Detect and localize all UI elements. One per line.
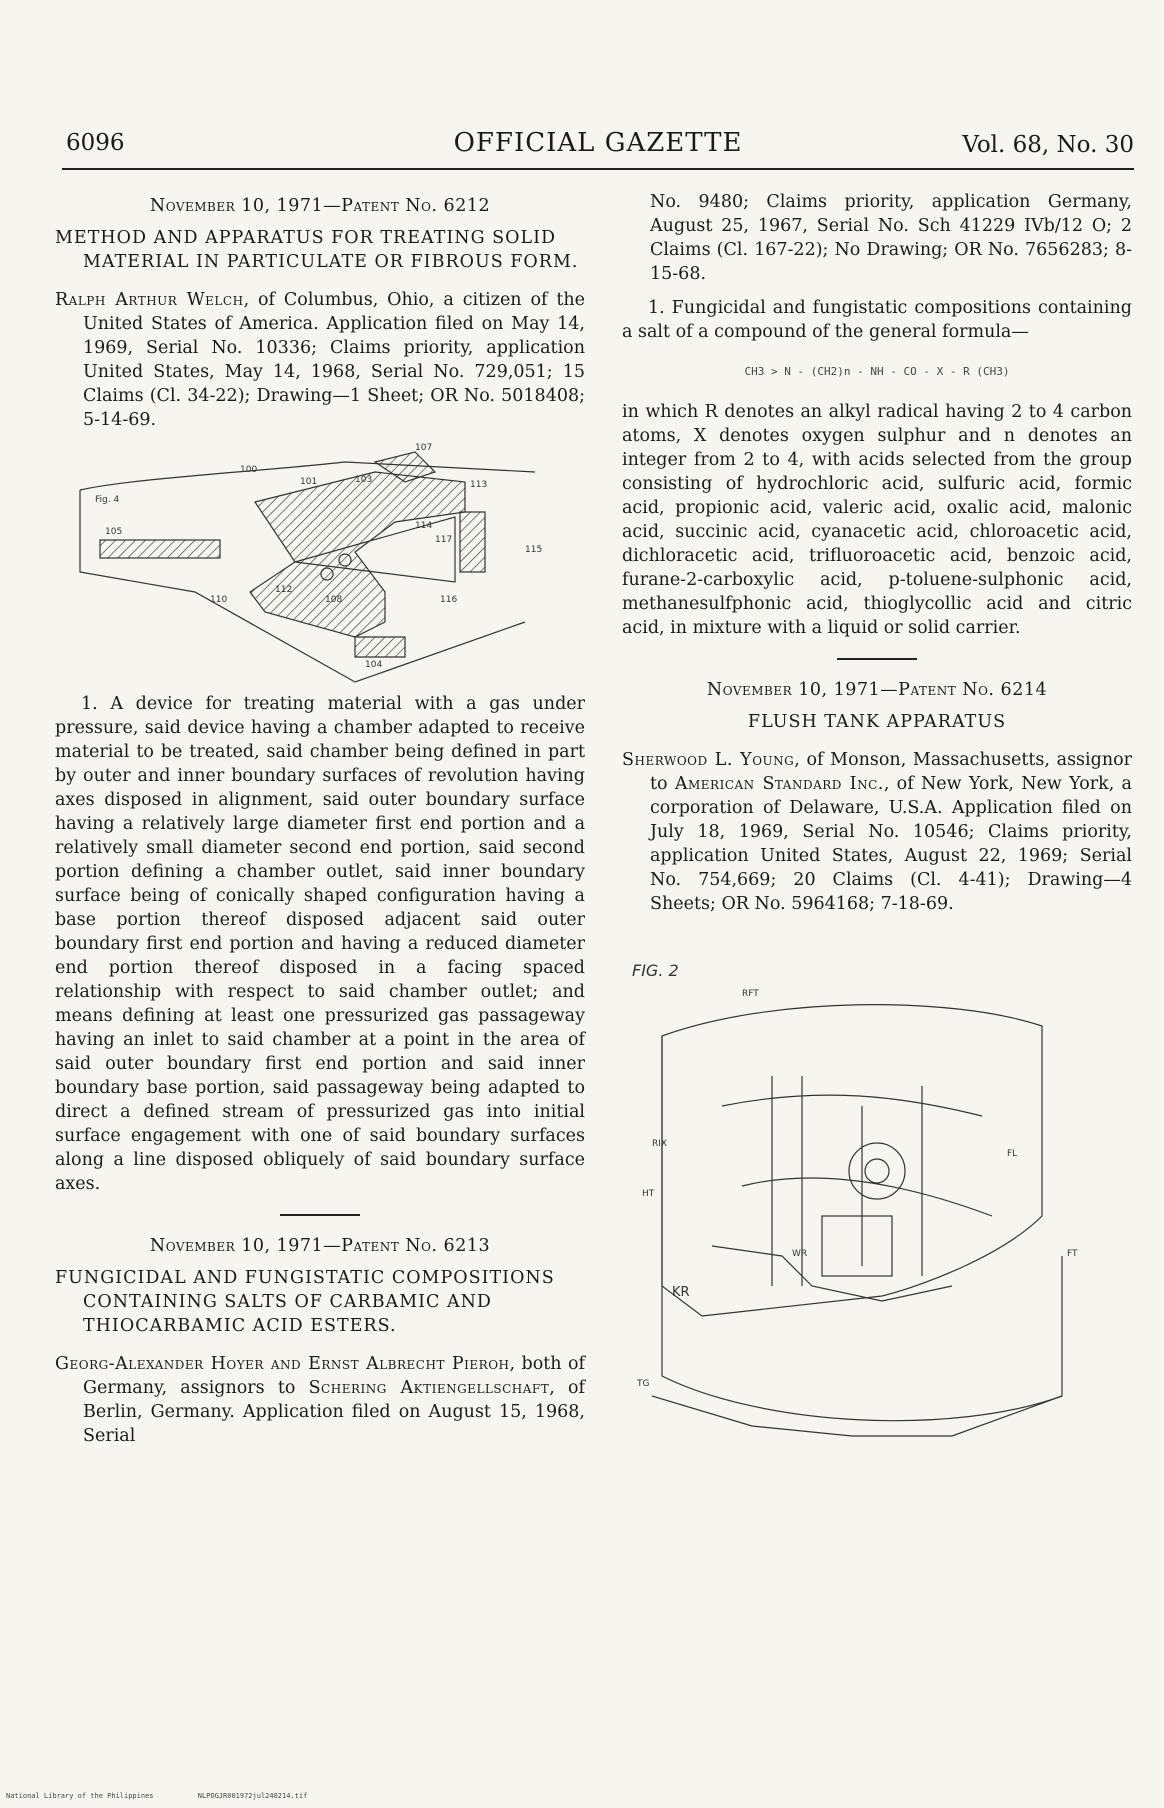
chemical-formula: CH3 > N - (CH2)n - NH - CO - X - R (CH3) — [744, 365, 1010, 378]
patent-6212-figure — [55, 442, 575, 692]
fig2-ref-wr: WR — [792, 1249, 808, 1259]
figure-2-label: FIG. 2 — [632, 961, 679, 980]
header-rule — [62, 168, 1134, 170]
footer-file: NLPOGJR001972jul240214.tif — [197, 1792, 308, 1800]
fig2-ref-fl: FL — [1007, 1149, 1018, 1159]
patent-6212-inventor: Ralph Arthur Welch — [55, 290, 244, 310]
patent-6213-claim-intro: 1. Fungicidal and fungistatic compositions containing a salt of a compound of the general formula— — [622, 298, 1132, 342]
fig4-ref-113: 113 — [470, 480, 488, 490]
patent-6212-date: November 10, 1971—Patent No. 6212 — [149, 196, 491, 216]
patent-6213-byline-end: , of Berlin, Germany. Application filed on August 15, 1968, Serial — [83, 1378, 585, 1446]
patent-6214-inventor: Sherwood L. Young — [622, 750, 795, 770]
right-column — [622, 190, 1132, 1456]
page-header — [62, 118, 1134, 162]
patent-6212-title: METHOD AND APPARATUS FOR TREATING SOLID MATERIAL IN PARTICULATE OR FIBROUS FORM. — [55, 228, 579, 272]
fig4-ref-114: 114 — [415, 521, 433, 531]
patent-6213-assignee: Schering Aktiengellschaft — [308, 1378, 550, 1398]
scan-footer — [6, 1792, 347, 1800]
publication-title: OFFICIAL GAZETTE — [453, 128, 743, 158]
patent-6214-date: November 10, 1971—Patent No. 6214 — [706, 680, 1048, 700]
patent-6214-assignee: American Standard Inc. — [674, 774, 884, 794]
fig4-ref-107: 107 — [415, 443, 433, 453]
patent-6213-byline-continued: No. 9480; Claims priority, application Germany, August 25, 1967, Serial No. Sch 41229 IVb/12 O; 2 Claims (Cl. 167-22); No Drawing; OR No. 7656283; 8-15-68. — [650, 192, 1132, 284]
left-column — [55, 190, 585, 1458]
fig4-ref-101: 101 — [300, 477, 318, 487]
fig2-ref-rix: RIX — [652, 1139, 668, 1149]
patent-6214-figure — [622, 956, 1122, 1456]
footer-library: National Library of the Philippines — [6, 1792, 154, 1800]
fig2-ref-tg: TG — [637, 1379, 650, 1389]
separator-rule — [280, 1214, 360, 1216]
fig2-ref-ht: HT — [642, 1189, 655, 1199]
patent-6212-byline — [55, 288, 585, 432]
fig4-ref-100: 100 — [240, 465, 258, 475]
fig2-ref-ft: FT — [1067, 1249, 1078, 1259]
separator-rule — [837, 658, 917, 660]
fig4-ref-103: 103 — [355, 475, 373, 485]
fig4-ref-110: 110 — [210, 595, 228, 605]
patent-6214-byline — [622, 748, 1132, 916]
fig2-ref-rft: RFT — [742, 989, 759, 999]
patent-6213-byline — [55, 1352, 585, 1448]
patent-6214-byline-start: , of Monson, Massachusetts, assignor to — [650, 750, 1133, 794]
figure-4-label: Fig. 4 — [95, 495, 120, 505]
patent-6213-byline-start: , both of Germany, assignors to — [83, 1354, 585, 1398]
fig4-ref-115: 115 — [525, 545, 543, 555]
fig4-ref-105: 105 — [105, 527, 123, 537]
volume-number: Vol. 68, No. 30 — [962, 132, 1134, 158]
fig4-ref-108: 108 — [325, 595, 343, 605]
patent-6213-date: November 10, 1971—Patent No. 6213 — [149, 1236, 491, 1256]
fig2-ref-kr: KR — [672, 1285, 690, 1300]
fig4-ref-116: 116 — [440, 595, 458, 605]
patent-6214-title: FLUSH TANK APPARATUS — [747, 712, 1007, 732]
patent-6213-inventors: Georg-Alexander Hoyer and Ernst Albrecht Pieroh — [55, 1354, 510, 1374]
fig4-ref-104: 104 — [365, 660, 383, 670]
patent-6212-byline-text: , of Columbus, Ohio, a citizen of the United States of America. Application filed on May 14, 1969, Serial No. 10336; Claims priority, application United States, May 14, 1968, Serial No. 729,051; 15 Claims (Cl. 34-22); Drawing—1 Sheet; OR No. 5018408; 5-14-69. — [83, 290, 585, 430]
patent-6214-byline-end: , of New York, New York, a corporation of Delaware, U.S.A. Application filed on July 18, 1969, Serial No. 10546; Claims priority, application United States, August 22, 1969; Serial No. 754,669; 20 Claims (Cl. 4-41); Drawing—4 Sheets; OR No. 5964168; 7-18-69. — [650, 774, 1132, 914]
patent-6212-claim: 1. A device for treating material with a gas under pressure, said device having a chamber adapted to receive material to be treated, said chamber being defined in part by outer and inner boundary surfaces of revolution having axes disposed in alignment, said outer boundary surface having a relatively large diameter first end portion and a relatively small diameter second end portion, said second portion defining a chamber outlet, said inner boundary surface being of conically shaped configuration having a base portion thereof disposed adjacent said outer boundary first end portion and having a reduced diameter end portion thereof disposed in a facing spaced relationship with respect to said chamber outlet; and means defining at least one pressurized gas passageway having an inlet to said chamber at a point in the area of said outer boundary first end portion and said inner boundary base portion, said passageway being adapted to direct a defined stream of pressurized gas into initial surface engagement with one of said boundary surfaces along a line disposed obliquely of said boundary surface axes. — [55, 694, 585, 1194]
fig4-ref-117: 117 — [435, 535, 453, 545]
fig4-ref-112: 112 — [275, 585, 293, 595]
patent-6213-title: FUNGICIDAL AND FUNGISTATIC COMPOSITIONS CONTAINING SALTS OF CARBAMIC AND THIOCARBAMIC ACID ESTERS. — [55, 1268, 555, 1336]
patent-6213-claim-rest: in which R denotes an alkyl radical having 2 to 4 carbon atoms, X denotes oxygen sulphur and n denotes an integer from 2 to 4, with acids selected from the group consisting of hydrochloric acid, sulfuric acid, formic acid, propionic acid, valeric acid, oxalic acid, malonic acid, succinic acid, cyanacetic acid, chloroacetic acid, dichloracetic acid, trifluoroacetic acid, benzoic acid, furane-2-carboxylic acid, p-toluene-sulphonic acid, methanesulfphonic acid, thioglycollic acid and citric acid, in mixture with a liquid or solid carrier. — [622, 402, 1132, 638]
page-number: 6096 — [66, 130, 125, 156]
